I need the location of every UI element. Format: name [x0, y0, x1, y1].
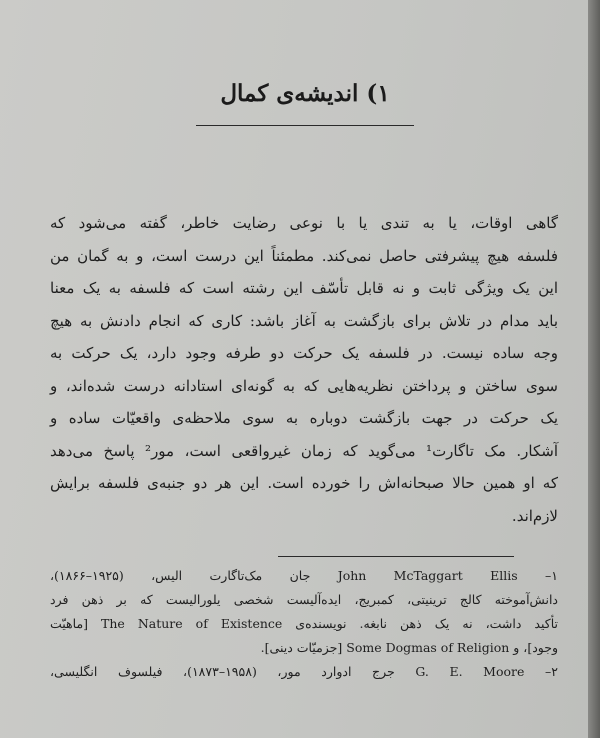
- footnote-line: وجود]، و Some Dogmas of Religion [جزمیّات دینی].: [260, 640, 558, 655]
- book-spine-edge: [588, 0, 600, 738]
- body-paragraph: [50, 207, 558, 532]
- footnote-separator: [278, 556, 514, 557]
- body-line: لازم‌اند.: [511, 506, 558, 525]
- body-line: سوی ساختن و پرداختن نظریه‌هایی که به گونه‌ای استادانه درست شده‌اند، و: [50, 376, 558, 395]
- body-line: یک حرکت در جهت بازگشت دوباره به سوی ملاحظه‌ی واقعیّات ساده و: [50, 409, 558, 427]
- footnote-line: ۲– G. E. Moore جرج ادوارد مور، (۱۹۵۸–۱۸۷۳)، فیلسوف انگلیسی،: [50, 664, 558, 679]
- body-line: این یک ویژگی ثابت و نه قابل تأسّف این رشته است که فلسفه به یک معنا: [50, 279, 558, 297]
- body-line: آشکار. مک تاگارت¹ می‌گوید که زمان غیرواقعی است، مور² پاسخ می‌دهد: [50, 441, 558, 460]
- footnote-line: دانش‌آموخته کالج ترینیتی، کمبریج، ایده‌آلیست شخصی یلورالیست که بر ذهن فرد: [50, 592, 558, 607]
- title-underline: [196, 125, 414, 126]
- body-line: وجه ساده نیست. در فلسفه یک حرکت دو طرفه وجود دارد، یک حرکت به: [50, 344, 558, 362]
- footnote-line: تأکید داشت، نه یک ذهن نابغه. نویسنده‌ی The Nature of Existence [ماهیّت: [50, 616, 558, 631]
- body-line: فلسفه هیچ پیشرفتی حاصل نمی‌کند. مطمئناً این درست است، و به گمان من: [50, 246, 558, 265]
- chapter-title: ۱) اندیشه‌ی کمال: [220, 80, 390, 107]
- body-line: باید مدام در تلاش برای بازگشت به آغاز باشد: کاری که انجام دادنش به هیچ: [50, 311, 558, 330]
- footnotes: [50, 564, 558, 684]
- footnote-line: ۱– John McTaggart Ellis جان مک‌تاگارت الیس، (۱۹۲۵–۱۸۶۶)،: [50, 568, 558, 583]
- body-line: گاهی اوقات، یا به تندی یا با نوعی رضایت خاطر، گفته می‌شود که: [50, 214, 558, 232]
- body-line: که او همین حالا صبحانه‌اش را خورده است. این هر دو جنبه‌ی فلسفه برایش: [50, 474, 558, 492]
